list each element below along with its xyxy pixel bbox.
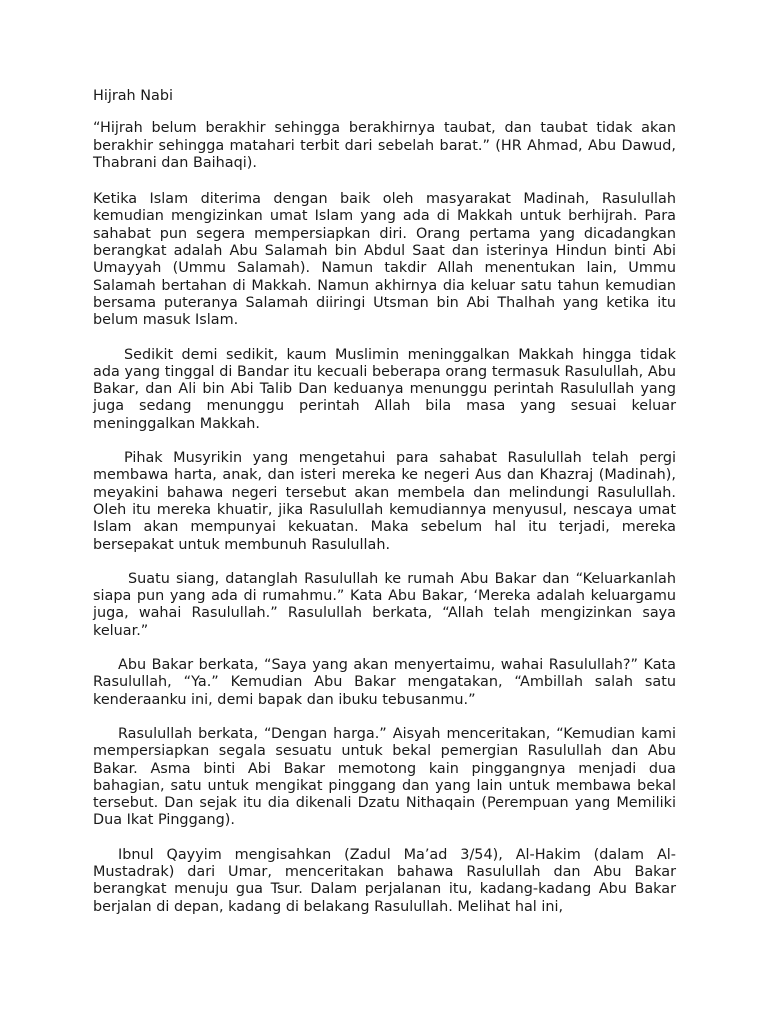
paragraph-abu-bakar-accompany: Abu Bakar berkata, “Saya yang akan menyertaimu, wahai Rasulullah?” Kata Rasulullah, “Ya.” Kemudian Abu Bakar mengatakan, “Ambillah salah satu kenderaanku ini, demi bapak dan ibuku tebusanmu.” <box>93 657 676 708</box>
paragraph-musyrikin-plot: Pihak Musyrikin yang mengetahui para sahabat Rasulullah telah pergi membawa harta, anak, dan isteri mereka ke negeri Aus dan Khazraj (Madinah), meyakini bahawa negeri tersebut akan membela dan melindungi Rasulullah. Oleh itu mereka khuatir, jika Rasulullah kemudiannya menyusul, nescaya umat Islam akan mempunyai kekuatan. Maka sebelum hal itu terjadi, mereka bersepakat untuk membunuh Rasulullah. <box>93 450 676 553</box>
hadith-quote-paragraph: “Hijrah belum berakhir sehingga berakhirnya taubat, dan taubat tidak akan berakhir sehingga matahari terbit dari sebelah barat.” (HR Ahmad, Abu Dawud, Thabrani dan Baihaqi). <box>93 120 676 171</box>
paragraph-journey-to-tsur: Ibnul Qayyim mengisahkan (Zadul Ma’ad 3/54), Al-Hakim (dalam Al-Mustadrak) dari Umar, menceritakan bahawa Rasulullah dan Abu Bakar berangkat menuju gua Tsur. Dalam perjalanan itu, kadang-kadang Abu Bakar berjalan di depan, kadang di belakang Rasulullah. Melihat hal ini, <box>93 846 676 915</box>
paragraph-asma-preparation: Rasulullah berkata, “Dengan harga.” Aisyah menceritakan, “Kemudian kami mempersiapkan segala sesuatu untuk bekal pemergian Rasulullah dan Abu Bakar. Asma binti Abi Bakar memotong kain pinggangnya menjadi dua bahagian, satu untuk mengikat pinggang dan yang lain untuk membawa bekal tersebut. Dan sejak itu dia dikenali Dzatu Nithaqain (Perempuan yang Memiliki Dua Ikat Pinggang). <box>93 725 676 829</box>
paragraph-madinah-hijrah: Ketika Islam diterima dengan baik oleh masyarakat Madinah, Rasulullah kemudian mengizinkan umat Islam yang ada di Makkah untuk berhijrah. Para sahabat pun segera mempersiapkan diri. Orang pertama yang dicadangkan berangkat adalah Abu Salamah bin Abdul Saat dan isterinya Hindun binti Abi Umayyah (Ummu Salamah). Namun takdir Allah menentukan lain, Ummu Salamah bertahan di Makkah. Namun akhirnya dia keluar satu tahun kemudian bersama puteranya Salamah diiringi Utsman bin Abi Thalhah yang ketika itu belum masuk Islam. <box>93 191 676 329</box>
paragraph-muslims-leave-makkah: Sedikit demi sedikit, kaum Muslimin meninggalkan Makkah hingga tidak ada yang tinggal di Bandar itu kecuali beberapa orang termasuk Rasulullah, Abu Bakar, dan Ali bin Abi Talib Dan keduanya menunggu perintah Rasulullah yang juga sedang menunggu perintah Allah bila masa yang sesuai keluar meninggalkan Makkah. <box>93 346 676 432</box>
document-title: Hijrah Nabi <box>93 88 173 104</box>
document-page <box>93 88 676 933</box>
paragraph-visit-abu-bakar: Suatu siang, datanglah Rasulullah ke rumah Abu Bakar dan “Keluarkanlah siapa pun yang ada di rumahmu.” Kata Abu Bakar, ‘Mereka adalah keluargamu juga, wahai Rasulullah.” Rasulullah berkata, “Allah telah mengizinkan saya keluar.” <box>93 570 676 639</box>
